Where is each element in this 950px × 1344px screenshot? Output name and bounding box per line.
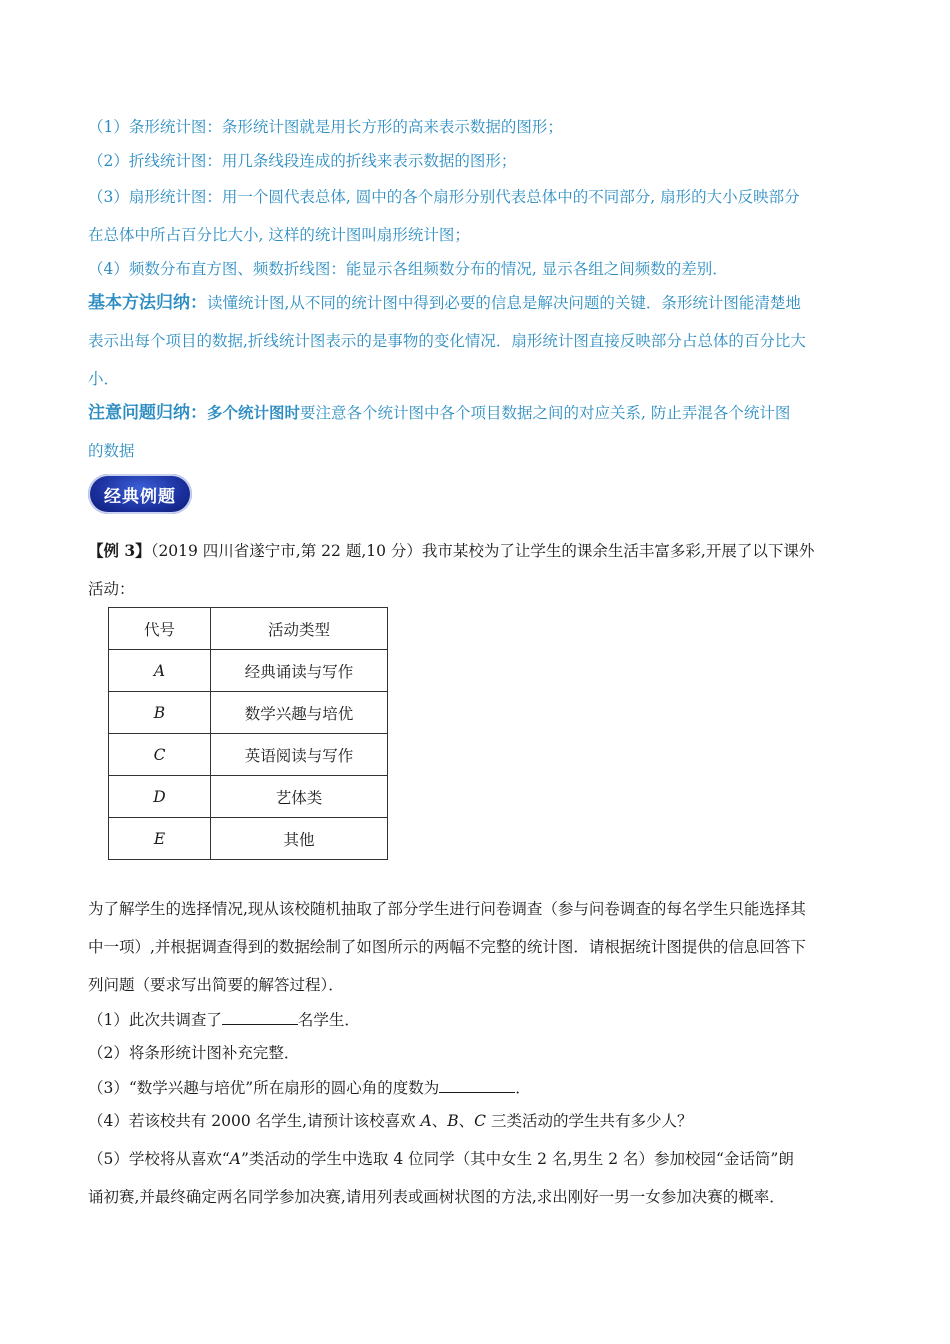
badge-label: 经典例题	[104, 486, 176, 507]
problem-intro-line3: 列问题（要求写出简要的解答过程）．	[88, 976, 344, 994]
question-5-line1	[88, 1148, 868, 1170]
method-text-a: 读懂统计图,从不同的统计图中得到必要的信息是解决问题的关键．条形统计图能清楚地	[207, 294, 801, 312]
question-5-text-a: （5）学校将从喜欢“	[88, 1150, 230, 1168]
question-5-line2: 诵初赛,并最终确定两名同学参加决赛,请用列表或画树状图的方法,求出刚好一男一女参加决赛的概率．	[88, 1188, 785, 1206]
table-header-type: 活动类型	[211, 608, 388, 650]
problem-intro-line1: 为了解学生的选择情况,现从该校随机抽取了部分学生进行问卷调查（参与问卷调查的每名学生只能选择其	[88, 900, 806, 918]
example-source: （2019 四川省遂宁市,第 22 题,10 分）我市某校为了让学生的课余生活丰富多彩,开展了以下课外	[150, 542, 815, 560]
method-summary-line2: 表示出每个项目的数据,折线统计图表示的是事物的变化情况．扇形统计图直接反映部分占总体的百分比大	[88, 332, 806, 350]
table-header-code: 代号	[109, 608, 211, 650]
table-cell-code: C	[109, 734, 211, 776]
question-1-text-a: （1）此次共调查了	[88, 1011, 222, 1029]
note-pie-chart-line1: （3）扇形统计图：用一个圆代表总体, 圆中的各个扇形分别代表总体中的不同部分, 扇形的大小反映部分	[88, 188, 800, 206]
question-1	[88, 1008, 868, 1031]
question-3-blank	[439, 1076, 515, 1093]
question-4-B: B	[447, 1112, 459, 1130]
table-cell-type: 英语阅读与写作	[211, 734, 388, 776]
note-pie-chart-line2: 在总体中所占百分比大小, 这样的统计图叫扇形统计图；	[88, 226, 470, 244]
question-4-sep1: 、	[431, 1112, 448, 1130]
method-summary-line3: 小．	[88, 370, 120, 388]
method-summary-line1	[88, 292, 868, 314]
table-row	[109, 650, 388, 692]
table-row	[109, 776, 388, 818]
question-4-text-a: （4）若该校共有 2000 名学生,请预计该校喜欢	[88, 1112, 421, 1130]
note-bar-chart: （1）条形统计图：条形统计图就是用长方形的高来表示数据的图形；	[88, 118, 563, 136]
table-cell-code: E	[109, 818, 211, 860]
attention-line2: 的数据	[88, 442, 135, 460]
question-4-sep2: 、	[458, 1112, 475, 1130]
question-4	[88, 1110, 868, 1132]
activity-table	[108, 607, 388, 860]
classic-example-badge	[88, 474, 192, 514]
table-row	[109, 692, 388, 734]
problem-intro-line2: 中一项）,并根据调查得到的数据绘制了如图所示的两幅不完整的统计图．请根据统计图提供的信息回答下	[88, 938, 806, 956]
note-histogram: （4）频数分布直方图、频数折线图：能显示各组频数分布的情况, 显示各组之间频数的差别．	[88, 260, 728, 278]
example-source-line2: 活动：	[88, 580, 135, 598]
attention-label: 注意问题归纳：	[88, 403, 207, 423]
table-cell-code: D	[109, 776, 211, 818]
question-4-A: A	[420, 1112, 432, 1130]
example-header	[88, 540, 868, 562]
table-cell-code: B	[109, 692, 211, 734]
table-row	[109, 818, 388, 860]
attention-line1	[88, 402, 868, 424]
table-cell-type: 艺体类	[211, 776, 388, 818]
question-3	[88, 1076, 868, 1099]
question-3-text-b: ．	[515, 1079, 531, 1097]
question-1-text-b: 名学生．	[297, 1011, 360, 1029]
note-line-chart: （2）折线统计图：用几条线段连成的折线来表示数据的图形；	[88, 152, 517, 170]
table-cell-type: 数学兴趣与培优	[211, 692, 388, 734]
table-cell-code: A	[109, 650, 211, 692]
question-5-A: A	[229, 1150, 241, 1168]
table-row	[109, 734, 388, 776]
question-2: （2）将条形统计图补充完整．	[88, 1044, 300, 1062]
table-cell-type: 经典诵读与写作	[211, 650, 388, 692]
question-5-text-b: ”类活动的学生中选取 4 位同学（其中女生 2 名,男生 2 名）参加校园“金话筒”朗	[241, 1150, 794, 1168]
question-3-text-a: （3）“数学兴趣与培优”所在扇形的圆心角的度数为	[88, 1079, 440, 1097]
question-4-text-b: 三类活动的学生共有多少人？	[486, 1112, 693, 1130]
table-header-row	[109, 608, 388, 650]
attention-text-a: 要注意各个统计图中各个项目数据之间的对应关系, 防止弄混各个统计图	[300, 404, 791, 422]
table-cell-type: 其他	[211, 818, 388, 860]
attention-bold: 多个统计图时	[207, 404, 301, 422]
example-label: 【例 3】	[88, 541, 151, 560]
question-4-C: C	[474, 1112, 487, 1130]
question-1-blank	[222, 1008, 298, 1025]
method-label: 基本方法归纳：	[88, 293, 207, 313]
